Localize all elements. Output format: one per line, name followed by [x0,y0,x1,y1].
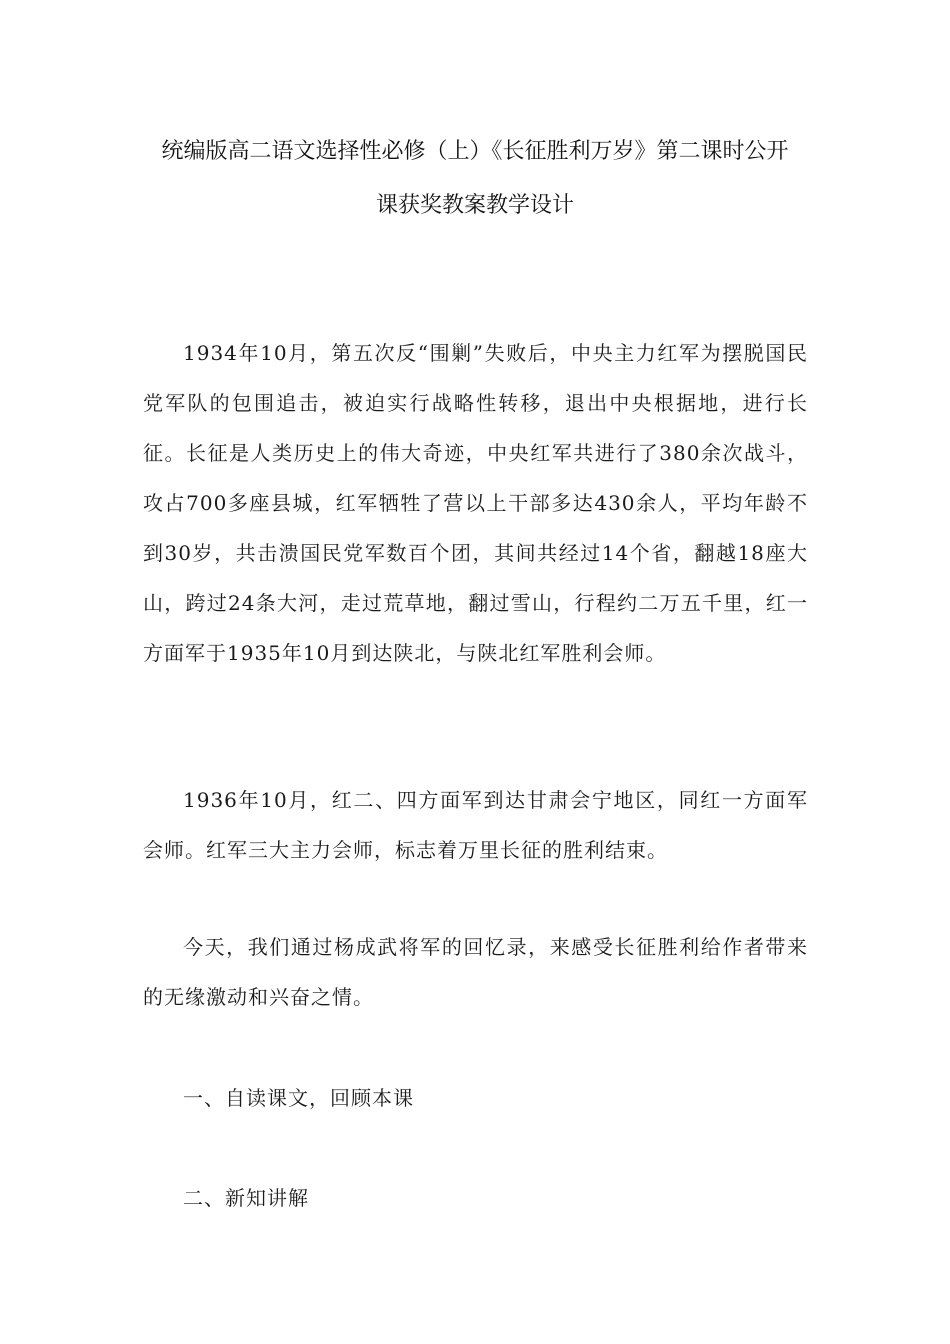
document-title [120,125,830,233]
section-heading-1: 一、自读课文，回顾本课 [183,1086,414,1110]
title-line-1: 统编版高二语文选择性必修（上）《长征胜利万岁》第二课时公开 [161,139,789,164]
title-line-2: 课获奖教案教学设计 [375,193,574,218]
paragraph-reunion: 1936年10月，红二、四方面军到达甘肃会宁地区，同红一方面军会师。红军三大主力会师，标志着万里长征的胜利结束。 [143,788,808,862]
paragraph-intro: 1934年10月，第五次反“围剿”失败后，中央主力红军为摆脱国民党军队的包围追击，被迫实行战略性转移，退出中央根据地，进行长征。长征是人类历史上的伟大奇迹，中央红军共进行了380余次战斗，攻占700多座县城，红军牺牲了营以上干部多达430余人，平均年龄不到30岁，共击溃国民党军数百个团，其间共经过14个省，翻越18座大山，跨过24条大河，走过荒草地，翻过雪山，行程约二万五千里，红一方面军于1935年10月到达陕北，与陕北红军胜利会师。 [143,341,808,665]
paragraph-today: 今天，我们通过杨成武将军的回忆录，来感受长征胜利给作者带来的无缘激动和兴奋之情。 [143,935,808,1009]
section-heading-2: 二、新知讲解 [183,1186,309,1210]
